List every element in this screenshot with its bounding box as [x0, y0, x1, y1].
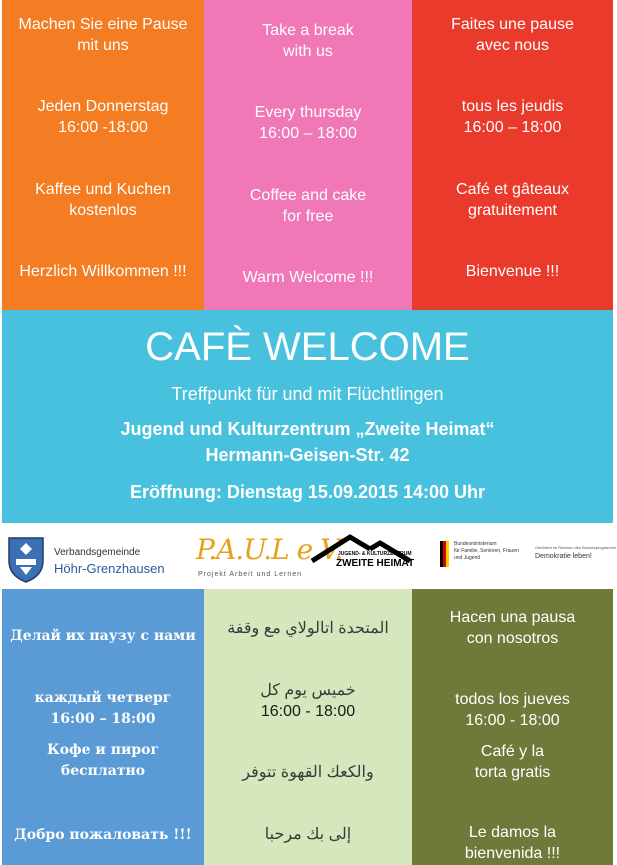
dl-line-1: Gefördert im Rahmen des Bundesprogramms [535, 545, 616, 550]
banner-opening: Eröffnung: Dienstag 15.09.2015 14:00 Uhr [129, 482, 486, 502]
spanish-line-3: todos los jueves [455, 691, 570, 708]
vg-line-1: Verbandsgemeinde [54, 547, 141, 558]
english-line-1: Take a break [262, 22, 354, 39]
panel-russian [2, 589, 204, 865]
english-line-5: Coffee and cake [249, 187, 367, 204]
english-line-3: Every thursday [254, 104, 362, 121]
russian-line-6: Добро пожаловать !!! [14, 827, 192, 843]
arabic-line-5: إلى بك مرحبا [264, 826, 352, 843]
panel-spanish [412, 589, 613, 865]
german-line-6: kostenlos [69, 202, 137, 219]
german-line-3: Jeden Donnerstag [37, 98, 169, 115]
banner-title: CAFÈ WELCOME [145, 325, 470, 369]
english-line-4: 16:00 – 18:00 [259, 125, 357, 142]
german-line-2: mit uns [77, 37, 129, 54]
spanish-line-4: 16:00 - 18:00 [465, 712, 560, 729]
french-line-4: 16:00 – 18:00 [463, 119, 562, 136]
bmfsfj-logo [440, 541, 532, 575]
panel-arabic [204, 589, 412, 865]
zweite-heimat-logo [310, 533, 415, 579]
zh-line-1: JUGEND- & KULTURZENTRUM [338, 551, 412, 557]
coat-of-arms-icon [6, 535, 46, 583]
arabic-line-1: المتحدة اتالولاي مع وقفة [227, 620, 389, 637]
arabic-line-2: خميس يوم كل [260, 682, 356, 699]
paul-sub: Projekt Arbeit und Lernen [198, 571, 302, 578]
paul-logo [196, 531, 343, 585]
french-line-1: Faites une pause [451, 16, 574, 33]
english-line-6: for free [282, 208, 334, 225]
zh-line-2: ZWEITE HEIMAT [336, 558, 415, 569]
russian-line-5: бесплатно [60, 763, 146, 779]
demokratie-leben-logo [535, 545, 615, 575]
banner-subtitle: Treffpunkt für und mit Flüchtlingen [171, 384, 444, 404]
russian-line-1: Делай их паузу с нами [10, 628, 196, 644]
german-line-1: Machen Sie eine Pause [18, 16, 188, 33]
panel-german [2, 0, 204, 310]
english-line-2: with us [283, 43, 333, 60]
russian-line-3: 16:00 – 18:00 [50, 711, 156, 727]
german-line-7: Herzlich Willkommen !!! [19, 263, 187, 280]
vg-line-2: Höhr-Grenzhausen [54, 561, 165, 576]
welcome-banner [2, 310, 613, 523]
russian-line-4: Кофе и пирог [46, 742, 160, 758]
banner-venue: Jugend und Kulturzentrum „Zweite Heimat“ [120, 419, 495, 439]
sponsor-logos [0, 523, 617, 589]
spanish-line-2: con nosotros [466, 630, 559, 647]
english-line-7: Warm Welcome !!! [242, 269, 374, 286]
arabic-line-4: والكعك القهوة تتوفر [242, 764, 374, 781]
bm-line-3: und Jugend [454, 555, 481, 561]
french-line-2: avec nous [476, 37, 549, 54]
german-line-5: Kaffee und Kuchen [35, 181, 171, 198]
arabic-line-3: 16:00 - 18:00 [260, 703, 356, 720]
french-line-7: Bienvenue !!! [465, 263, 560, 280]
panel-english [204, 0, 412, 310]
german-line-4: 16:00 -18:00 [58, 119, 148, 136]
dl-line-2: Demokratie leben! [535, 553, 592, 560]
french-line-3: tous les jeudis [461, 98, 564, 115]
spanish-line-6: torta gratis [474, 764, 551, 781]
banner-address: Hermann-Geisen-Str. 42 [205, 445, 410, 465]
spanish-line-5: Café y la [480, 743, 545, 760]
russian-line-2: каждый четверг [34, 690, 172, 706]
bm-line-2: für Familie, Senioren, Frauen [454, 548, 519, 554]
bm-line-1: Bundesministerium [454, 541, 497, 547]
spanish-line-8: bienvenida !!! [464, 845, 561, 862]
panel-french [412, 0, 613, 310]
paul-name: P.A.U.L e.V. [196, 533, 343, 566]
spanish-line-7: Le damos la [468, 824, 557, 841]
french-line-5: Café et gâteaux [456, 181, 569, 198]
spanish-line-1: Hacen una pausa [449, 609, 576, 626]
french-line-6: gratuitement [468, 202, 557, 219]
eagle-flag-icon [440, 541, 452, 567]
vg-logo [6, 535, 196, 583]
